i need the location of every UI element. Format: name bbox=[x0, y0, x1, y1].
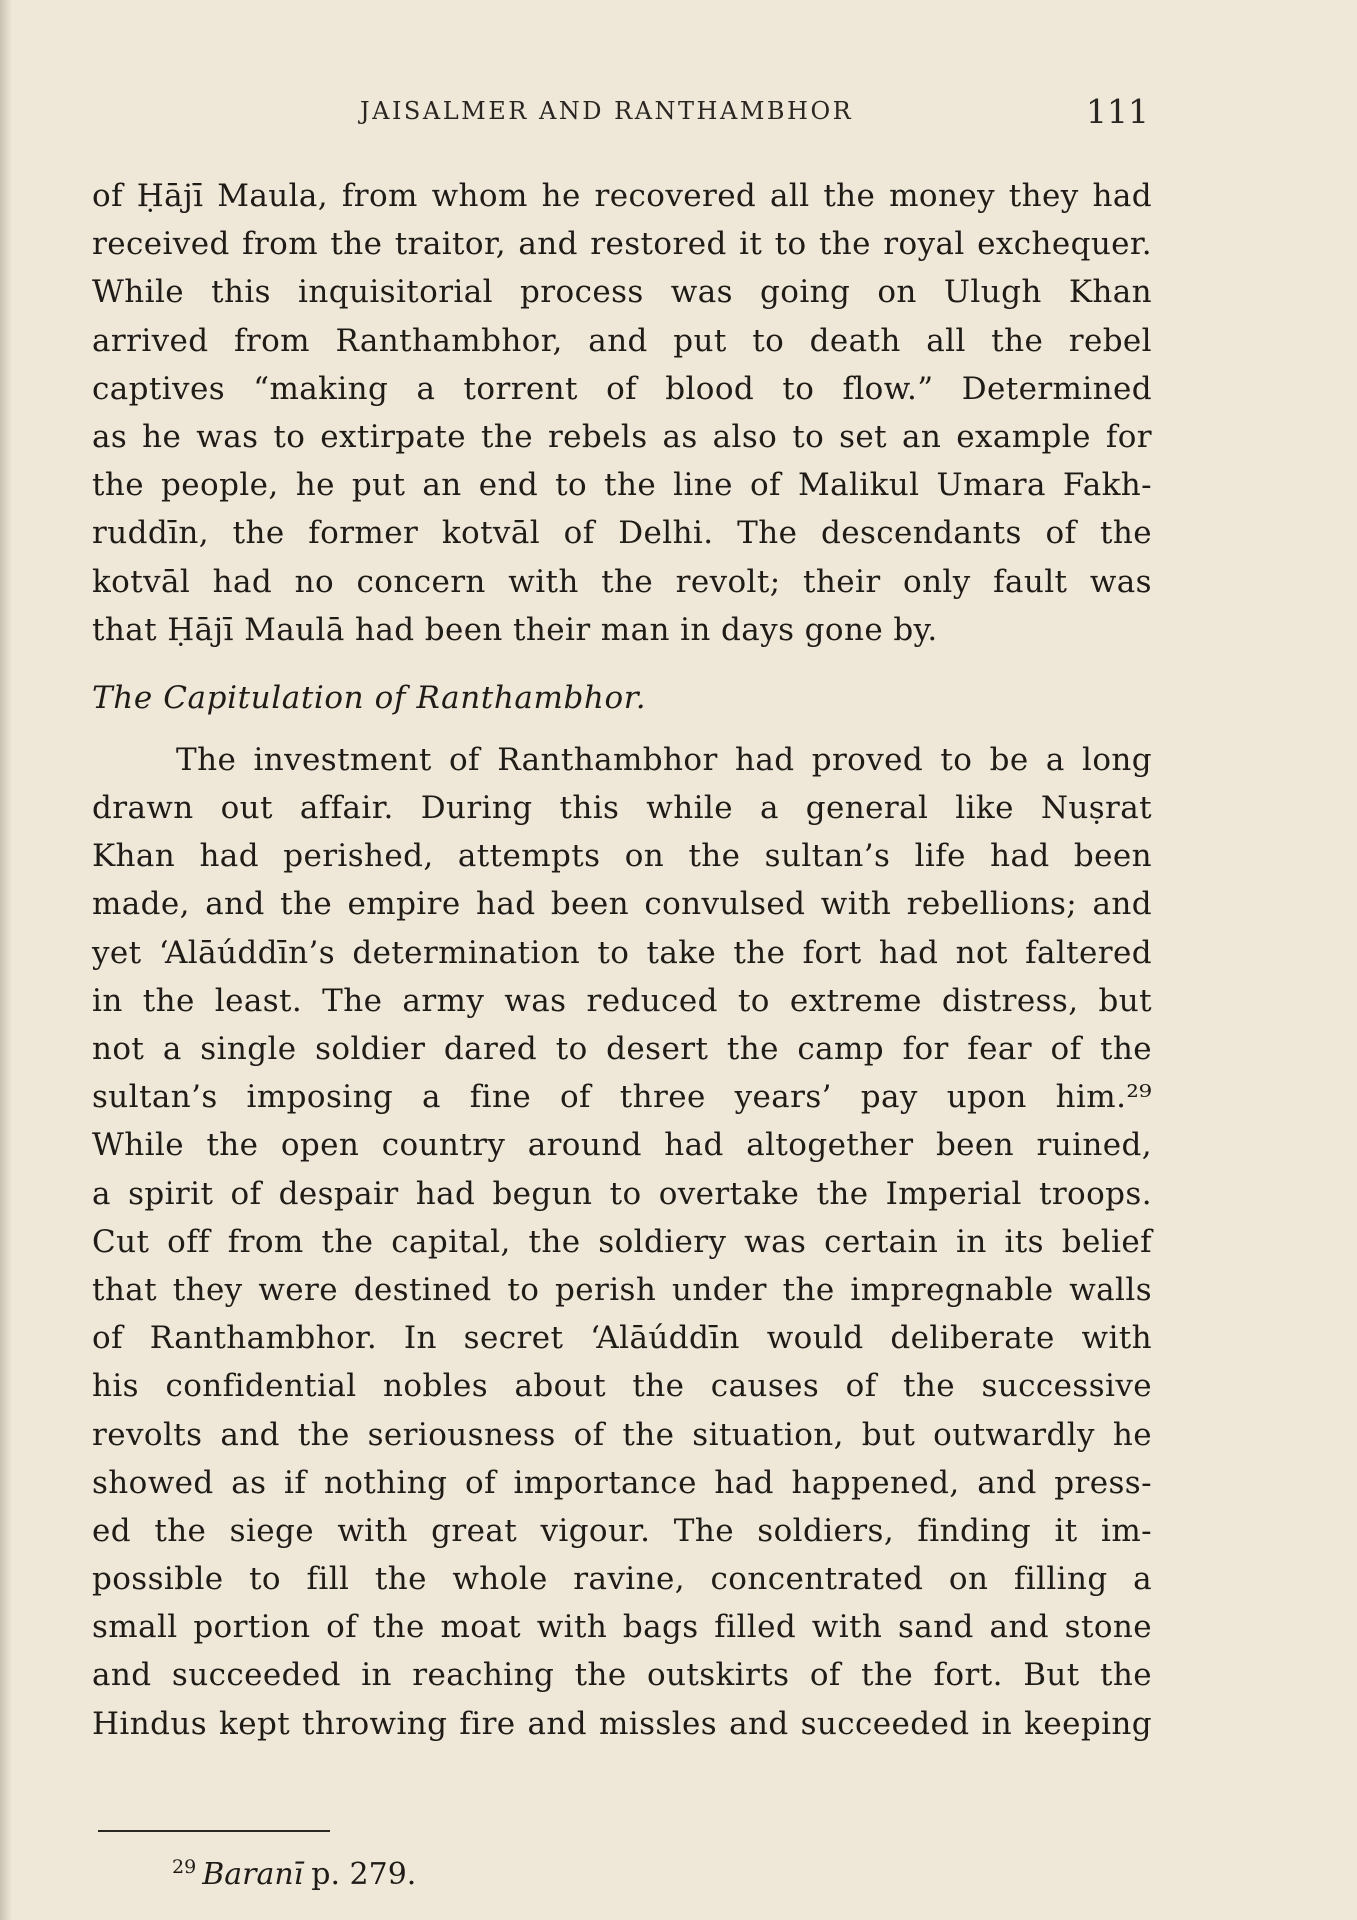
paragraph-2 bbox=[92, 736, 1152, 1748]
text-line: yet ‘Alāúddīn’s determination to take the fort had not faltered bbox=[92, 934, 1152, 971]
text-line: that they were destined to perish under the impregnable walls bbox=[92, 1271, 1152, 1308]
body-text bbox=[92, 172, 1152, 1748]
text-line: as he was to extirpate the rebels as also to set an example for bbox=[92, 418, 1152, 455]
text-line: made, and the empire had been convulsed with rebellions; and bbox=[92, 886, 1152, 923]
footnote-reference: p. 279. bbox=[311, 1857, 417, 1892]
text-line: drawn out affair. During this while a general like Nuṣrat bbox=[92, 790, 1152, 827]
text-line: arrived from Ranthambhor, and put to death all the rebel bbox=[92, 322, 1152, 359]
footnote-title: Baranī bbox=[202, 1857, 304, 1892]
page-number: 111 bbox=[1086, 92, 1149, 131]
text-line: showed as if nothing of importance had happened, and press- bbox=[92, 1464, 1152, 1501]
text-line: revolts and the seriousness of the situation, but outwardly he bbox=[92, 1416, 1152, 1453]
footnote bbox=[172, 1856, 416, 1892]
text-line: ruddīn, the former kotvāl of Delhi. The descendants of the bbox=[92, 515, 1152, 552]
text-line: in the least. The army was reduced to extreme distress, but bbox=[92, 982, 1152, 1019]
text-line: the people, he put an end to the line of Malikul Umara Fakh- bbox=[92, 467, 1152, 504]
text-line: of Ranthambhor. In secret ‘Alāúddīn would deliberate with bbox=[92, 1320, 1152, 1357]
text-line: Khan had perished, attempts on the sultan’s life had been bbox=[92, 838, 1152, 875]
text-line: sultan’s imposing a fine of three years’ pay upon him.²⁹ bbox=[92, 1079, 1152, 1116]
section-heading: The Capitulation of Ranthambhor. bbox=[92, 679, 647, 716]
footnote-divider bbox=[98, 1830, 330, 1832]
text-line: While the open country around had altogether been ruined, bbox=[92, 1127, 1152, 1164]
text-line: The investment of Ranthambhor had proved to be a long bbox=[176, 741, 1152, 778]
text-line: Hindus kept throwing fire and missles and succeeded in keeping bbox=[92, 1705, 1152, 1742]
text-line: of Ḥājī Maula, from whom he recovered all the money they had bbox=[92, 178, 1152, 214]
footnote-number: 29 bbox=[172, 1856, 197, 1878]
text-line: possible to fill the whole ravine, concentrated on filling a bbox=[92, 1561, 1152, 1598]
text-line: a spirit of despair had begun to overtake the Imperial troops. bbox=[92, 1175, 1152, 1212]
text-line: kotvāl had no concern with the revolt; their only fault was bbox=[92, 563, 1152, 600]
paragraph-1 bbox=[92, 172, 1152, 654]
text-line: small portion of the moat with bags filled with sand and stone bbox=[92, 1609, 1152, 1646]
text-line: not a single soldier dared to desert the camp for fear of the bbox=[92, 1031, 1152, 1067]
text-line: While this inquisitorial process was going on Ulugh Khan bbox=[92, 274, 1152, 311]
text-line: and succeeded in reaching the outskirts of the fort. But the bbox=[92, 1657, 1152, 1694]
text-line: his confidential nobles about the causes of the successive bbox=[92, 1368, 1152, 1405]
text-line: captives “making a torrent of blood to flow.” Determined bbox=[92, 370, 1152, 407]
text-line: that Ḥājī Maulā had been their man in days gone by. bbox=[92, 611, 938, 648]
text-line: Cut off from the capital, the soldiery was certain in its belief bbox=[92, 1223, 1152, 1260]
running-title: JAISALMER AND RANTHAMBHOR bbox=[360, 97, 854, 125]
text-line: ed the siege with great vigour. The soldiers, finding it im- bbox=[92, 1512, 1152, 1549]
text-line: received from the traitor, and restored it to the royal exchequer. bbox=[92, 226, 1152, 263]
